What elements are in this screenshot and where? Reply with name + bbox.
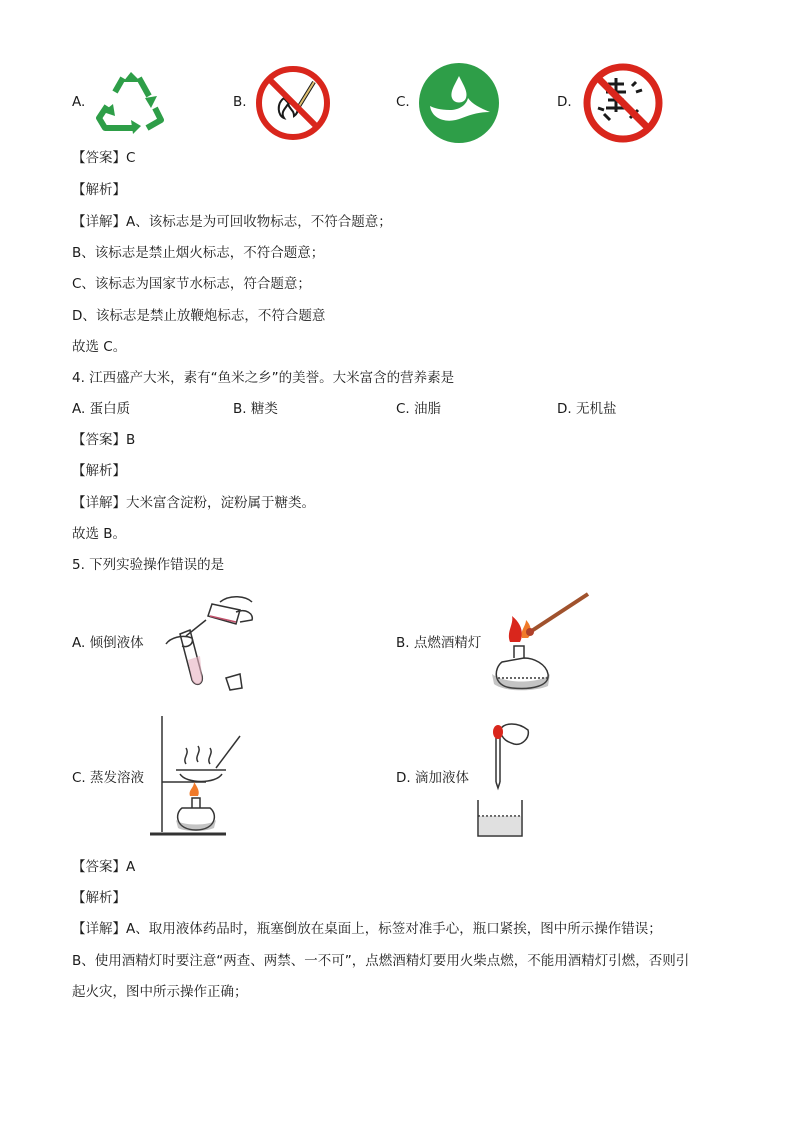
q4-question: 4. 江西盛产大米，素有“鱼米之乡”的美誉。大米富含的营养素是 — [72, 370, 455, 386]
q3-option-b-label: B. — [233, 94, 247, 110]
recycle-icon — [93, 68, 169, 136]
q3-conclusion: 故选 C。 — [72, 339, 127, 355]
water-saving-icon — [418, 62, 500, 144]
q4-answer: 【答案】B — [72, 432, 136, 448]
q3-option-a-label: A. — [72, 94, 86, 110]
q4-option-d: D. 无机盐 — [557, 401, 617, 417]
q3-detail-b: B、该标志是禁止烟火标志，不符合题意； — [72, 245, 325, 261]
q3-answer: 【答案】C — [72, 150, 136, 166]
q5-detail-b: B、使用酒精灯时要注意“两查、两禁、一不可”，点燃酒精灯要用火柴点燃，不能用酒精灯引燃，否则引 — [72, 953, 690, 969]
q5-detail-a: 【详解】A、取用液体药品时，瓶塞倒放在桌面上，标签对准手心，瓶口紧挨，图中所示操作错误； — [72, 921, 662, 937]
q3-detail-a: 【详解】A、该标志是为可回收物标志，不符合题意； — [72, 214, 392, 230]
q4-analysis-heading: 【解析】 — [72, 463, 126, 479]
q4-option-b: B. 糖类 — [233, 401, 278, 417]
q5-option-d-label: D. 滴加液体 — [396, 770, 469, 786]
no-fire-icon — [254, 64, 332, 142]
q5-detail-b-continued: 起火灾，图中所示操作正确； — [72, 984, 248, 1000]
q5-analysis-heading: 【解析】 — [72, 890, 126, 906]
q3-analysis-heading: 【解析】 — [72, 182, 126, 198]
evaporating-solution-icon — [146, 712, 246, 842]
dropping-liquid-icon — [474, 716, 534, 840]
q4-option-a: A. 蛋白质 — [72, 401, 131, 417]
lighting-alcohol-lamp-icon — [484, 588, 594, 696]
q5-option-a-label: A. 倾倒液体 — [72, 635, 144, 651]
q4-option-c: C. 油脂 — [396, 401, 442, 417]
no-firecrackers-icon — [582, 62, 664, 144]
q3-detail-d: D、该标志是禁止放鞭炮标志，不符合题意 — [72, 308, 326, 324]
q3-option-d-label: D. — [557, 94, 572, 110]
q5-option-b-label: B. 点燃酒精灯 — [396, 635, 482, 651]
q5-option-c-label: C. 蒸发溶液 — [72, 770, 145, 786]
q4-conclusion: 故选 B。 — [72, 526, 127, 542]
q5-answer: 【答案】A — [72, 859, 136, 875]
q5-question: 5. 下列实验操作错误的是 — [72, 557, 225, 573]
pouring-liquid-icon — [160, 590, 260, 698]
q3-detail-c: C、该标志为国家节水标志，符合题意； — [72, 276, 311, 292]
q4-detail: 【详解】大米富含淀粉，淀粉属于糖类。 — [72, 495, 315, 511]
q3-option-c-label: C. — [396, 94, 410, 110]
